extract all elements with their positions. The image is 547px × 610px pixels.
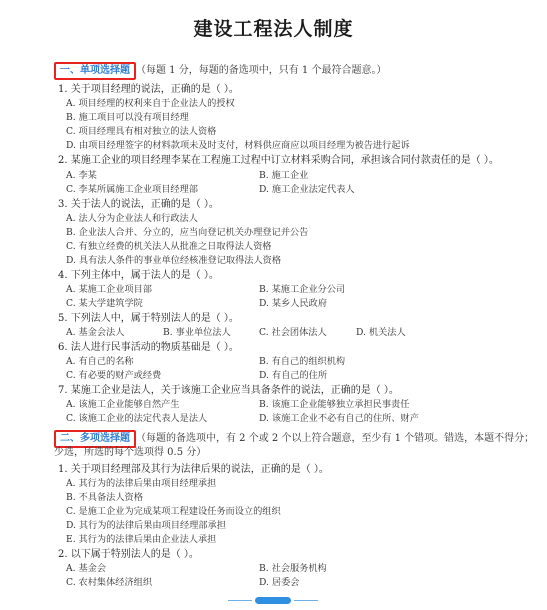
question-1-option-b: B. 施工项目可以没有项目经理 <box>66 112 189 123</box>
multi-question-1-option-c: C. 是施工企业为完成某项工程建设任务而设立的组织 <box>66 506 281 517</box>
question-2-option-b: B. 施工企业 <box>259 170 309 181</box>
page-title: 建设工程法人制度 <box>193 18 354 40</box>
question-4-option-a: A. 某施工企业项目部 <box>66 284 152 295</box>
question-4-option-b: B. 某施工企业分公司 <box>259 284 346 295</box>
section-1-header <box>54 62 386 80</box>
question-2-option-d: D. 施工企业法定代表人 <box>259 184 355 195</box>
question-6-option-a: A. 有自己的名称 <box>66 356 134 367</box>
question-7-option-d: D. 该施工企业不必有自己的住所、财产 <box>259 413 419 424</box>
question-5-stem: 5. 下列法人中，属于特别法人的是（ ）。 <box>58 313 239 324</box>
question-4-option-d: D. 某乡人民政府 <box>259 298 328 309</box>
question-1-option-d: D. 由项目经理签字的材料款项未及时支付，材料供应商应以项目经理为被告进行起诉 <box>66 140 410 151</box>
footer-line-right <box>294 600 318 601</box>
question-3-stem: 3. 关于法人的说法，正确的是（ ）。 <box>58 199 219 210</box>
question-3-option-c: C. 有独立经费的机关法人从批准之日取得法人资格 <box>66 241 272 252</box>
question-5-option-d: D. 机关法人 <box>356 327 406 338</box>
footer-accent-pill <box>255 597 291 604</box>
question-5-option-b: B. 事业单位法人 <box>163 327 231 338</box>
multi-question-1-option-a: A. 其行为的法律后果由项目经理承担 <box>66 478 217 489</box>
multi-question-2-stem: 2. 以下属于特别法人的是（ ）。 <box>58 549 199 560</box>
question-2-option-c: C. 李某所属施工企业项目经理部 <box>66 184 198 195</box>
multi-question-1-option-b: B. 不具备法人资格 <box>66 492 143 503</box>
question-1-option-a: A. 项目经理的权利来自于企业法人的授权 <box>66 98 235 109</box>
question-3-option-d: D. 具有法人条件的事业单位经核准登记取得法人资格 <box>66 255 282 266</box>
question-2-option-a: A. 李某 <box>66 170 97 181</box>
question-1-option-c: C. 项目经理具有相对独立的法人资格 <box>66 126 217 137</box>
footer-line-left <box>228 600 252 601</box>
question-3-option-a: A. 法人分为企业法人和行政法人 <box>66 213 198 224</box>
multi-question-1-option-d: D. 其行为的法律后果由项目经理部承担 <box>66 520 226 531</box>
section-1-label: 一、单项选择题 <box>54 62 136 80</box>
multi-question-1-stem: 1. 关于项目经理部及其行为法律后果的说法，正确的是（ ）。 <box>58 464 329 475</box>
question-5-option-a: A. 基金会法人 <box>66 327 125 338</box>
multi-question-2-option-c: C. 农村集体经济组织 <box>66 577 153 588</box>
section-2-note: （每题的备选项中，有 2 个或 2 个以上符合题意，至少有 1 个错项。错选，本题不得分； <box>136 433 535 444</box>
question-6-option-d: D. 有自己的住所 <box>259 370 328 381</box>
question-5-option-c: C. 社会团体法人 <box>259 327 327 338</box>
question-4-stem: 4. 下列主体中，属于法人的是（ ）。 <box>58 270 219 281</box>
multi-question-2-option-b: B. 社会服务机构 <box>259 563 327 574</box>
question-6-option-c: C. 有必要的财产或经费 <box>66 370 162 381</box>
multi-question-2-option-d: D. 居委会 <box>259 577 300 588</box>
multi-question-2-option-a: A. 基金会 <box>66 563 107 574</box>
question-1-stem: 1. 关于项目经理的说法，正确的是（ ）。 <box>58 84 239 95</box>
footer-decoration <box>228 596 318 606</box>
question-7-option-b: B. 该施工企业能够独立承担民事责任 <box>259 399 410 410</box>
section-2-label: 二、多项选择题 <box>54 430 136 448</box>
question-7-stem: 7. 某施工企业是法人，关于该施工企业应当具备条件的说法，正确的是（ ）。 <box>58 385 399 396</box>
multi-question-1-option-e: E. 其行为的法律后果由企业法人承担 <box>66 534 217 545</box>
question-4-option-c: C. 某大学建筑学院 <box>66 298 143 309</box>
section-2-note-continued: 少选，所选的每个选项得 0.5 分） <box>54 447 207 458</box>
question-3-option-b: B. 企业法人合并、分立的，应当向登记机关办理登记并公告 <box>66 227 309 238</box>
section-1-note: （每题 1 分，每题的备选项中，只有 1 个最符合题意。） <box>136 65 387 76</box>
question-7-option-a: A. 该施工企业能够自然产生 <box>66 399 180 410</box>
question-2-stem: 2. 某施工企业的项目经理李某在工程施工过程中订立材料采购合同，承担该合同付款责任的是（ ）。 <box>58 155 499 166</box>
question-7-option-c: C. 该施工企业的法定代表人是法人 <box>66 413 208 424</box>
question-6-stem: 6. 法人进行民事活动的物质基础是（ ）。 <box>58 342 239 353</box>
question-6-option-b: B. 有自己的组织机构 <box>259 356 346 367</box>
